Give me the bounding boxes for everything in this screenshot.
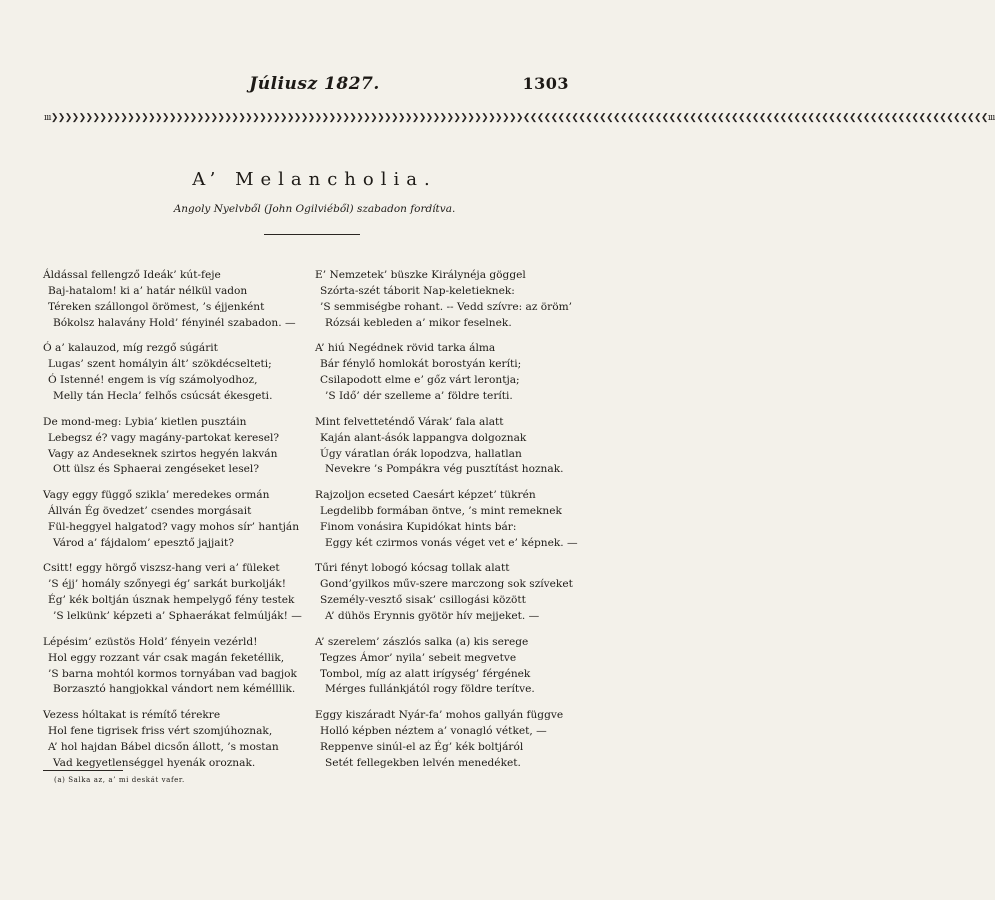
footnote-divider bbox=[43, 770, 123, 771]
verse-line: De mond-meg: Lybia’ kietlen pusztáin bbox=[43, 415, 247, 428]
verse-line: Tegzes Ámor’ nyila’ sebeit megvetve bbox=[320, 651, 517, 664]
verse-line: Borzasztó hangjokkal vándort nem kémélllik. bbox=[53, 683, 296, 696]
verse-line: Vagy eggy függő szikla’ meredekes ormán bbox=[43, 489, 270, 502]
verse-line: Lépésim’ ezüstös Hold’ fényein vezérld! bbox=[43, 635, 258, 648]
stanza bbox=[315, 635, 591, 699]
verse-line: ’S éjj’ homály szőnyegi ég’ sarkát burkolják! bbox=[48, 578, 286, 591]
verse-line: Mint felvetteténdő Várak’ fala alatt bbox=[315, 415, 504, 428]
verse-line: ’S Idő’ dér szelleme a’ földre teríti. bbox=[325, 390, 513, 403]
verse-line: Ott ülsz és Sphaerai zengéseket lesel? bbox=[53, 463, 259, 476]
verse-line: Rózsái kebleden a’ mikor feselnek. bbox=[325, 316, 512, 329]
verse-line: Lugas’ szent homályin ált’ szökdécselteti; bbox=[48, 358, 272, 371]
verse-line: ’S barna mohtól kormos tornyában vad bagjok bbox=[48, 667, 297, 680]
poem-subtitle: Angoly Nyelvből (John Ogilviéből) szabadon fordítva. bbox=[173, 203, 456, 215]
footnote: (a) Salka az, a’ mi deskát vafer. bbox=[54, 776, 185, 784]
verse-line: ’S lelkünk’ képzeti a’ Sphaerákat felmúlják! — bbox=[53, 610, 302, 623]
verse-line: Legdelibb formában öntve, ’s mint remeknek bbox=[320, 504, 562, 517]
verse-line: Fül-heggyel halgatod? vagy mohos sír’ hantján bbox=[48, 520, 300, 533]
verse-line: Vad kegyetlenséggel hyenák oroznak. bbox=[53, 756, 256, 769]
title-divider bbox=[264, 234, 360, 235]
verse-line: Úgy váratlan órák lopodzva, hallatlan bbox=[320, 447, 522, 460]
verse-line: Gond’gyilkos műv-szere marczong sok szíveket bbox=[320, 578, 573, 591]
stanza bbox=[43, 268, 327, 332]
stanza bbox=[43, 635, 327, 699]
stanza bbox=[315, 415, 591, 479]
stanza bbox=[43, 561, 327, 625]
ornamental-rule: ııı❯❯❯❯❯❯❯❯❯❯❯❯❯❯❯❯❯❯❯❯❯❯❯❯❯❯❯❯❯❯❯❯❯❯❯❯❯❯❯❯❯❯❯❯❯❯❯❯❯❯❯❯❯❯❯❯❯❯❯❯❯❯❯❯❯❯❯❯❮❮❮❮❮❮❮❮❮❮❮❮❮❮❮❮❮❮❮❮❮❮❮❮❮❮❮❮❮❮❮❮❮❮❮❮❮❮❮❮❮❮❮❮❮❮❮❮❮❮❮❮❮❮❮❮❮❮❮❮❮❮❮❮❮❮❮ııı bbox=[44, 113, 995, 123]
verse-line: Rajzoljon ecseted Caesárt képzet’ tükrén bbox=[315, 489, 536, 502]
verse-line: Setét fellegekben lelvén menedéket. bbox=[325, 756, 521, 769]
verse-line: ’S semmiségbe rohant. -- Vedd szívre: az öröm’ bbox=[320, 300, 573, 313]
verse-line: Kaján alant-ásók lappangva dolgoznak bbox=[320, 431, 527, 444]
verse-line: Melly tán Hecla’ felhős csúcsát ékesgeti. bbox=[53, 390, 273, 403]
verse-line: A’ szerelem’ zászlós salka (a) kis serege bbox=[315, 635, 529, 648]
stanza bbox=[43, 415, 327, 479]
stanza bbox=[315, 488, 591, 552]
verse-line: A’ hol hajdan Bábel dicsőn állott, ’s mostan bbox=[48, 740, 279, 753]
right-column bbox=[315, 268, 591, 782]
verse-line: Finom vonásira Kupidókat hints bár: bbox=[320, 520, 517, 533]
verse-line: Baj-hatalom! ki a’ határ nélkül vadon bbox=[48, 284, 248, 297]
stanza bbox=[315, 268, 591, 332]
stanza bbox=[315, 341, 591, 405]
verse-line: Áldással fellengző Ideák’ kút-feje bbox=[43, 269, 221, 281]
verse-line: Lebegsz é? vagy magány-partokat keresel? bbox=[48, 431, 280, 444]
verse-line: Tűri fényt lobogó kócsag tollak alatt bbox=[315, 562, 510, 575]
verse-line: Téreken szállongol örömest, ’s éjjenként bbox=[48, 300, 265, 313]
verse-line: Ég’ kék boltján úsznak hempelygő fény testek bbox=[48, 594, 295, 607]
stanza bbox=[43, 341, 327, 405]
verse-line: Eggy két czirmos vonás véget vet e’ képnek. — bbox=[325, 536, 578, 549]
verse-line: Bár fénylő homlokát borostyán keríti; bbox=[320, 358, 522, 371]
verse-line: Szórta-szét táborit Nap-keletieknek: bbox=[320, 284, 515, 297]
verse-line: Várod a’ fájdalom’ epesztő jajjait? bbox=[53, 536, 234, 549]
running-header bbox=[0, 74, 629, 96]
verse-line: Hol fene tigrisek friss vért szomjúhoznak, bbox=[48, 725, 273, 738]
running-title: Júliusz 1827. bbox=[249, 74, 380, 94]
verse-line: Hol eggy rozzant vár csak magán feketéllik, bbox=[48, 651, 285, 664]
poem-title: A’ Melancholia. bbox=[192, 169, 437, 190]
verse-line: A’ hiú Negédnek rövid tarka álma bbox=[315, 342, 496, 355]
verse-line: Reppenve sinúl-el az Ég’ kék boltjáról bbox=[320, 740, 524, 753]
left-column bbox=[43, 268, 327, 782]
verse-line: Tombol, míg az alatt irígység’ férgének bbox=[320, 667, 531, 680]
verse-line: Mérges fullánkjától rogy földre terítve. bbox=[325, 683, 535, 696]
verse-line: Vezess hóltakat is rémítő térekre bbox=[43, 709, 221, 722]
stanza bbox=[315, 561, 591, 625]
stanza bbox=[315, 708, 591, 772]
stanza bbox=[43, 708, 327, 772]
verse-line: Bókolsz halavány Hold’ fényinél szabadon. — bbox=[53, 316, 296, 329]
verse-line: Állván Ég övedzet’ csendes morgásait bbox=[48, 504, 252, 517]
page-number: 1303 bbox=[522, 74, 569, 93]
verse-line: Ó a’ kalauzod, míg rezgő súgárit bbox=[43, 342, 218, 355]
verse-line: E’ Nemzetek’ büszke Királynéja göggel bbox=[315, 269, 526, 281]
stanza bbox=[43, 488, 327, 552]
verse-line: A’ dühös Erynnis gyötör hív mejjeket. — bbox=[325, 610, 540, 623]
verse-line: Személy-vesztő sisak’ csillogási között bbox=[320, 594, 526, 607]
verse-line: Holló képben néztem a’ vonagló vétket, — bbox=[320, 725, 547, 738]
verse-line: Eggy kiszáradt Nyár-fa’ mohos gallyán függve bbox=[315, 709, 564, 722]
verse-line: Nevekre ’s Pompákra vég pusztítást hoznak. bbox=[325, 463, 564, 476]
verse-line: Ó Istenné! engem is víg számolyodhoz, bbox=[48, 374, 258, 387]
verse-line: Csilapodott elme e’ gőz várt lerontja; bbox=[320, 374, 520, 387]
verse-line: Csitt! eggy hörgő viszsz-hang veri a’ füleket bbox=[43, 562, 280, 575]
verse-line: Vagy az Andeseknek szirtos hegyén lakván bbox=[48, 447, 278, 460]
